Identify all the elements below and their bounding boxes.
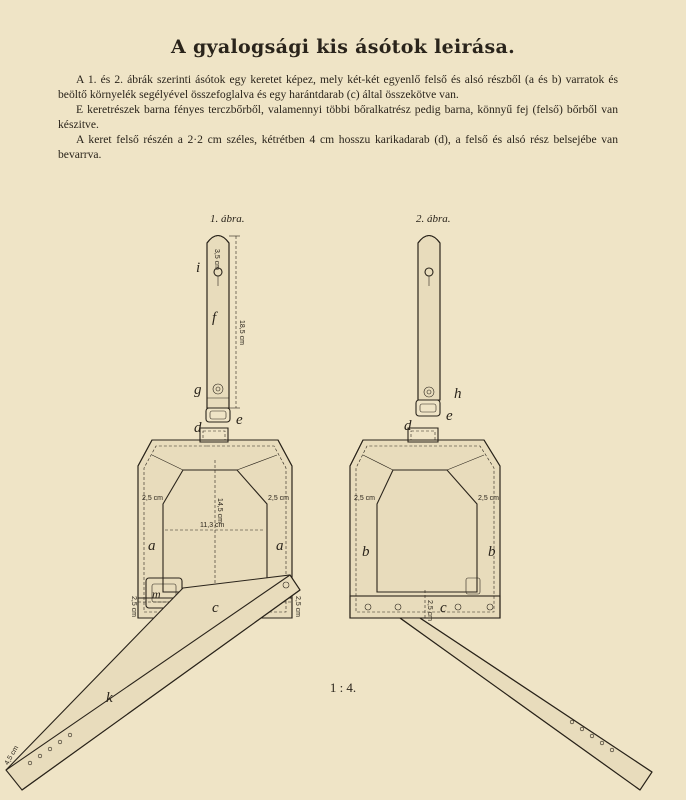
dim-side-left-1: 2,5 cm — [142, 495, 164, 502]
dim-width-1: 11,3 cm — [200, 522, 225, 529]
dim-side-right-1: 2,5 cm — [268, 495, 290, 502]
label-e-1: e — [236, 412, 243, 428]
figure-2-caption: 2. ábra. — [416, 213, 451, 225]
page-title: A gyalogsági kis ásótok leirása. — [171, 36, 515, 58]
paragraph-1: A 1. és 2. ábrák szerinti ásótok egy keretet képez, mely két-két egyenlő felső és alsó részből (a és b) varratok és beöltő környelék segélyével összefoglalva és egy harántdarab (c) által összekötve van. — [58, 73, 618, 101]
dim-bottom-right-1: 2,5 cm — [294, 596, 301, 618]
label-m: m — [152, 587, 161, 601]
label-f: f — [212, 310, 217, 326]
scale-label: 1 : 4. — [329, 680, 357, 695]
paragraph-2: E keretrészek barna fényes terczbőrből, valamennyi többi bőralkatrész pedig barna, könnyű fej (felső) bőrből van készitve. — [58, 103, 618, 131]
label-c-2: c — [440, 600, 447, 616]
dim-side-right-2: 2,5 cm — [478, 495, 500, 502]
label-d-1: d — [194, 420, 202, 436]
label-b-left: b — [362, 544, 370, 560]
paragraph-3: A keret felső részén a 2·2 cm széles, kétrétben 4 cm hosszu karikadarab (d), a felső és alsó rész belsejébe van bevarrva. — [58, 133, 618, 161]
label-a-right: a — [276, 538, 284, 554]
label-c-1: c — [212, 600, 219, 616]
figure-1-caption: 1. ábra. — [210, 213, 245, 225]
label-g: g — [194, 382, 202, 398]
dim-height-1: 14,5 cm — [216, 498, 223, 523]
label-d-2: d — [404, 418, 412, 434]
dim-bottom-2: 2,5 cm — [426, 600, 433, 622]
label-a-left: a — [148, 538, 156, 554]
dim-strap-length: 18,5 cm — [238, 320, 245, 345]
label-e-2: e — [446, 408, 453, 424]
label-h: h — [454, 386, 462, 402]
dim-strap-top: 3,5 cm — [213, 249, 220, 271]
dim-bottom-left-1: 2,5 cm — [130, 596, 137, 618]
label-k: k — [106, 690, 113, 706]
label-b-right: b — [488, 544, 496, 560]
dim-side-left-2: 2,5 cm — [354, 495, 376, 502]
dim-strap-end: 4,5 cm — [3, 744, 21, 767]
label-i: i — [196, 260, 201, 276]
